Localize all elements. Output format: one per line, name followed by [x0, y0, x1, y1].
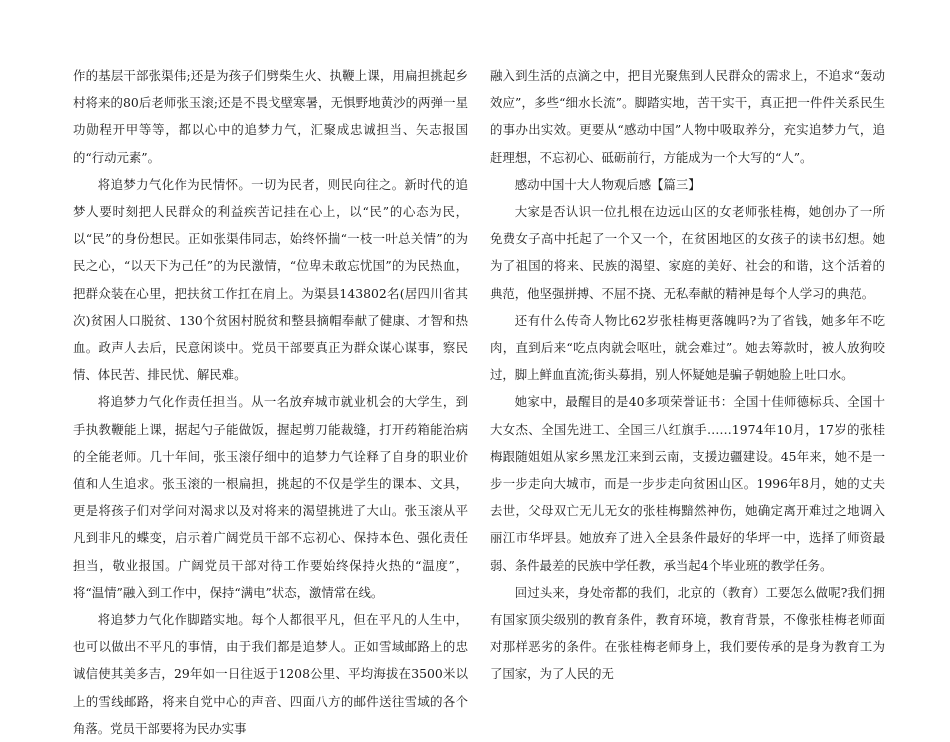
paragraph: 大家是否认识一位扎根在边远山区的女老师张桂梅，她创办了一所免费女子高中托起了一个又一个，在贫困地区的女孩子的读书幻想。她为了祖国的将来、民族的渴望、家庭的美好、社会的和谐，这个活着的典范，他坚强拼搏、不屈不挠、无私奉献的精神是每个人学习的典范。: [490, 204, 885, 301]
paragraph: 融入到生活的点滴之中，把目光聚焦到人民群众的需求上，不追求“轰动效应”，多些“细水长流”。脚踏实地，苦干实干，真正把一件件关系民生的事办出实效。更要从“感动中国”人物中吸取养分，充实追梦力气，追赶理想，不忘初心、砥砺前行，方能成为一个大写的“人”。: [490, 68, 885, 165]
paragraph: 回过头来，身处帝都的我们，北京的（教育）工要怎么做呢?我们拥有国家顶尖级别的教育条件，教育环境，教育背景，不像张桂梅老师面对那样恶劣的条件。在张桂梅老师身上，我们要传承的是身为教育工为了国家，为了人民的无: [490, 584, 885, 682]
paragraph: 将追梦力气化作责任担当。从一名放弃城市就业机会的大学生，到手执教鞭能上课，据起勺子能做饭，握起剪刀能裁缝，打开药箱能治病的全能老师。几十年间，张玉滚仔细中的追梦力气诠释了自身的职业价值和人生追求。张玉滚的一根扁担，挑起的不仅是学生的课本、文具，更是将孩子们对学问对渴求以及对将来的渴望挑进了大山。张玉滚从平凡到非凡的蝶变，启示着广阔党员干部不忘初心、保持本色、强化责任担当，敬业报国。广阔党员干部对待工作要始终保持火热的“温度”，将“温情”融入到工作中，保持“满电”状态，激情常在线。: [73, 394, 468, 600]
section-heading: 感动中国十大人物观后感【篇三】: [514, 176, 701, 192]
paragraph: 将追梦力气化作为民情怀。一切为民者，则民向往之。新时代的追梦人要时刻把人民群众的利益疾苦记挂在心上，以“民”的心态为民，以“民”的身份想民。正如张渠伟同志，始终怀揣“一枝一叶总关情”的为民之心，“以天下为己任”的为民激情，“位卑未敢忘忧国”的为民热血，把群众装在心里，把扶贫工作扛在肩上。为渠县143802名(居四川省其次)贫困人口脱贫、130个贫困村脱贫和整县摘帽奉献了健康、才智和热血。政声人去后，民意闲谈中。党员干部要真正为群众谋心谋事，察民情、体民苦、排民忧、解民难。: [73, 176, 468, 383]
paragraph: 作的基层干部张渠伟;还是为孩子们劈柴生火、执鞭上课，用扁担挑起乡村将来的80后老师张玉滚;还是不畏戈壁寒暑，无惧野地黄沙的两弹一星功勋程开甲等等，都以心中的追梦力气，汇聚成忠诚担当、矢志报国的“行动元素”。: [73, 68, 468, 165]
left-column: [73, 62, 468, 742]
right-column: [490, 62, 885, 688]
paragraph: 将追梦力气化作脚踏实地。每个人都很平凡，但在平凡的人生中，也可以做出不平凡的事情，由于我们都是追梦人。正如雪域邮路上的忠诚信使其美多吉，29年如一日往返于1208公里、平均海拔在3500米以上的雪线邮路，将来自党中心的声音、四面八方的邮件送往雪域的各个角落。党员干部要将为民办实事: [73, 612, 468, 736]
paragraph: 她家中，最醒目的是40多项荣誉证书：全国十佳师德标兵、全国十大女杰、全国先进工、全国三八红旗手……1974年10月，17岁的张桂梅跟随姐姐从家乡黑龙江来到云南，支援边疆建设。45年来，她不是一步一步走向大城市，而是一步步走向贫困山区。1996年8月，她的丈夫去世，父母双亡无儿无女的张桂梅黯然神伤，她确定离开难过之地调入丽江市华坪县。她放弃了进入全县条件最好的华坪一中，选择了师资最弱、条件最差的民族中学任教，承当起4个毕业班的教学任务。: [490, 394, 885, 573]
paragraph: 还有什么传奇人物比62岁张桂梅更落魄吗?为了省钱，她多年不吃肉，直到后来“吃点肉就会呕吐，就会难过”。她去筹款时，被人放狗咬过，脚上鲜血直流;街头募捐，别人怀疑她是骗子朝她脸上吐口水。: [490, 312, 885, 383]
